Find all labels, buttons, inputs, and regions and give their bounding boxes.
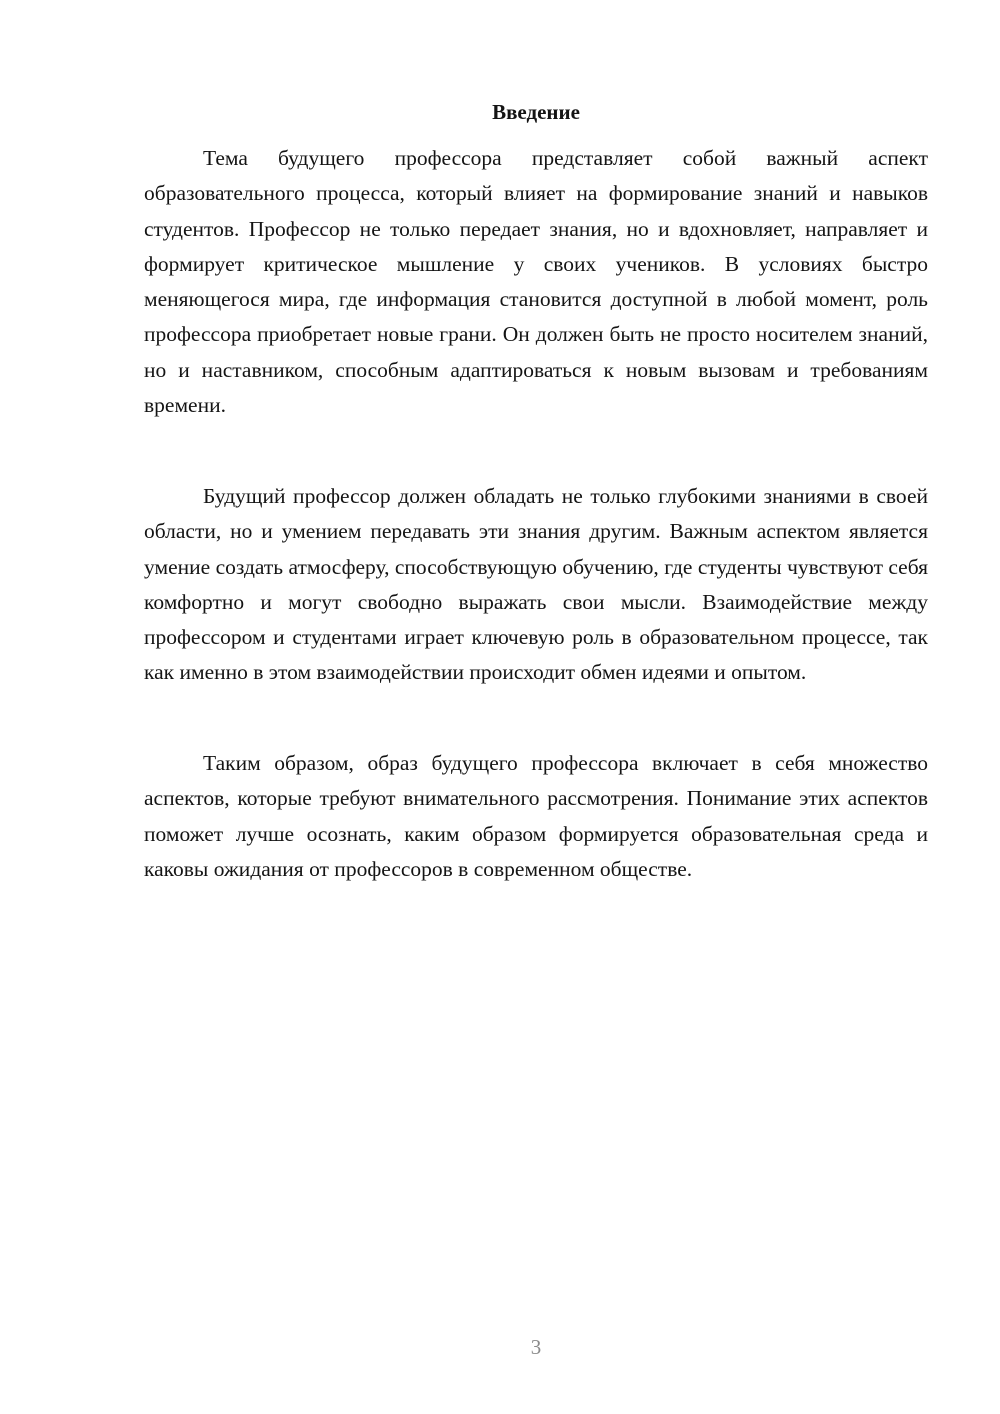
section-title: Введение bbox=[492, 100, 580, 124]
paragraph-3: Таким образом, образ будущего профессора включает в себя множество аспектов, которые требуют внимательного рассмотрения. Понимание этих аспектов поможет лучше осознать, каким образом формируется образовательная среда и каковы ожидания от профессоров в современном обществе. bbox=[144, 751, 928, 881]
page-number: 3 bbox=[530, 1335, 542, 1359]
paragraph-2: Будущий профессор должен обладать не только глубокими знаниями в своей области, но и умением передавать эти знания другим. Важным аспектом является умение создать атмосферу, способствующую обучению, где студенты чувствуют себя комфортно и могут свободно выражать свои мысли. Взаимодействие между профессором и студентами играет ключевую роль в образовательном процессе, так как именно в этом взаимодействии происходит обмен идеями и опытом. bbox=[144, 484, 928, 685]
paragraph-1: Тема будущего профессора представляет собой важный аспект образовательного процесса, который влияет на формирование знаний и навыков студентов. Профессор не только передает знания, но и вдохновляет, направляет и формирует критическое мышление у своих учеников. В условиях быстро меняющегося мира, где информация становится доступной в любой момент, роль профессора приобретает новые грани. Он должен быть не просто носителем знаний, но и наставником, способным адаптироваться к новым вызовам и требованиям времени. bbox=[144, 146, 928, 418]
